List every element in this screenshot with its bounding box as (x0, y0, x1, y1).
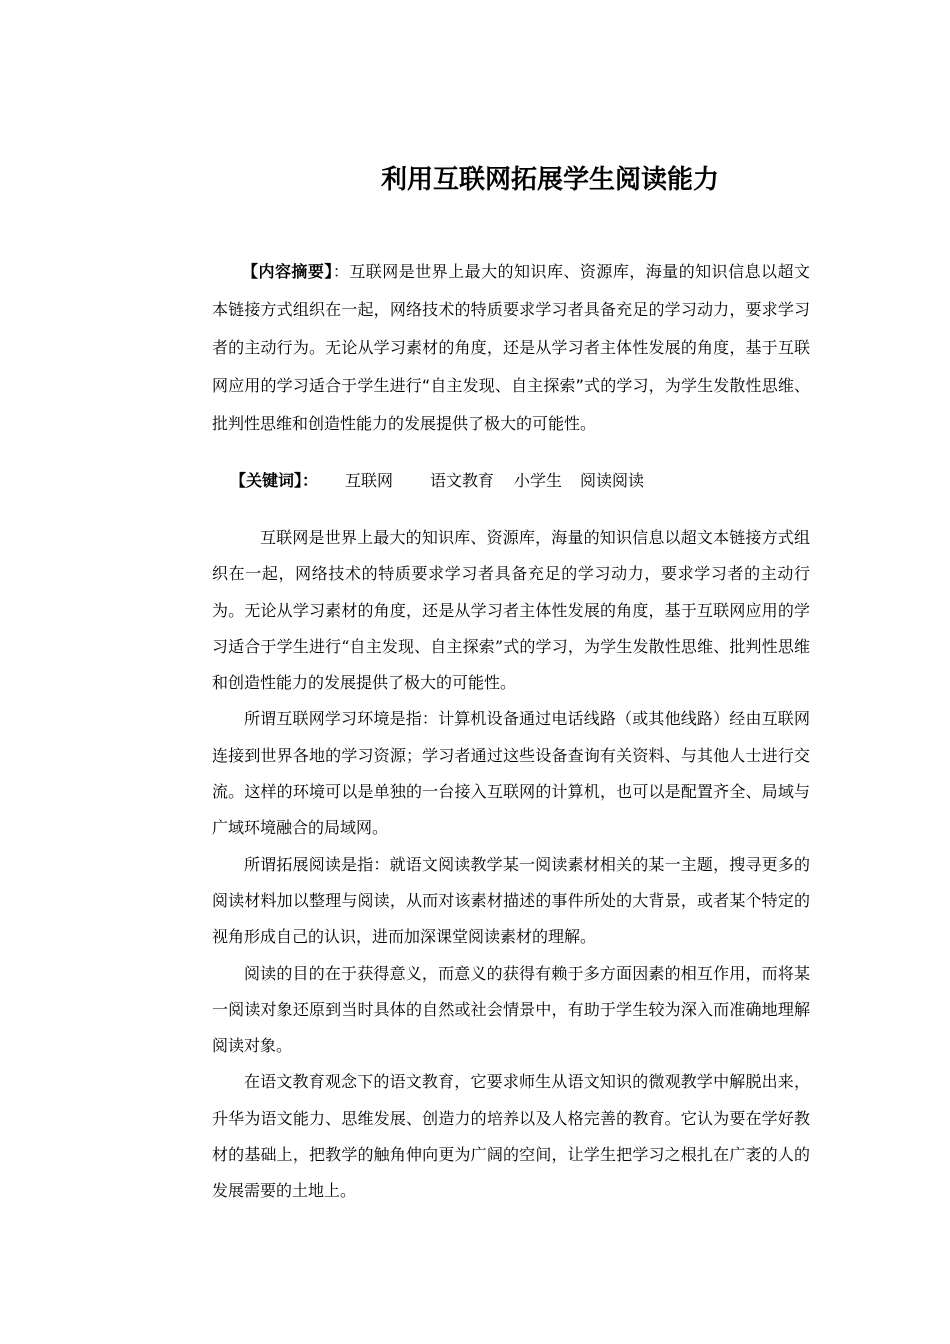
body-paragraph: 所谓拓展阅读是指：就语文阅读教学某一阅读素材相关的某一主题，搜寻更多的阅读材料加以整理与阅读，从而对该素材描述的事件所处的大背景，或者某个特定的视角形成自己的认识，进而加深课堂阅读素材的理解。 (212, 854, 810, 947)
keyword-item: 阅读阅读 (580, 471, 645, 490)
abstract-separator: ： (332, 262, 350, 281)
keyword-item: 语文教育 (430, 471, 495, 490)
body-paragraph: 阅读的目的在于获得意义，而意义的获得有赖于多方面因素的相互作用，而将某一阅读对象还原到当时具体的自然或社会情景中，有助于学生较为深入而准确地理解阅读对象。 (212, 963, 810, 1056)
document-title: 利用互联网拓展学生阅读能力 (380, 165, 719, 195)
body-paragraph: 互联网是世界上最大的知识库、资源库，海量的知识信息以超文本链接方式组织在一起，网络技术的特质要求学习者具备充足的学习动力，要求学习者的主动行为。无论从学习素材的角度，还是从学习者主体性发展的角度，基于互联网应用的学习适合于学生进行“自主发现、自主探索”式的学习，为学生发散性思维、批判性思维和创造性能力的发展提供了极大的可能性。 (212, 528, 810, 693)
keyword-item: 小学生 (514, 471, 563, 490)
keyword-item: 互联网 (345, 471, 394, 490)
abstract-paragraph (212, 253, 810, 443)
keywords-line (230, 463, 644, 499)
body-paragraph: 在语文教育观念下的语文教育，它要求师生从语文知识的微观教学中解脱出来，升华为语文能力、思维发展、创造力的培养以及人格完善的教育。它认为要在学好教材的基础上，把教学的触角伸向更为广阔的空间，让学生把学习之根扎在广袤的人的发展需要的土地上。 (212, 1072, 810, 1201)
body-text (212, 520, 810, 1210)
abstract-label: 【内容摘要】 (242, 262, 333, 281)
abstract-text: 互联网是世界上最大的知识库、资源库，海量的知识信息以超文本链接方式组织在一起，网络技术的特质要求学习者具备充足的学习动力，要求学习者的主动行为。无论从学习素材的角度，还是从学习者主体性发展的角度，基于互联网应用的学习适合于学生进行“自主发现、自主探索”式的学习，为学生发散性思维、批判性思维和创造性能力的发展提供了极大的可能性。 (212, 262, 810, 433)
keywords-label: 【关键词】： (230, 471, 319, 490)
body-paragraph: 所谓互联网学习环境是指：计算机设备通过电话线路（或其他线路）经由互联网连接到世界各地的学习资源；学习者通过这些设备查询有关资料、与其他人士进行交流。这样的环境可以是单独的一台接入互联网的计算机，也可以是配置齐全、局域与广域环境融合的局域网。 (212, 709, 810, 838)
